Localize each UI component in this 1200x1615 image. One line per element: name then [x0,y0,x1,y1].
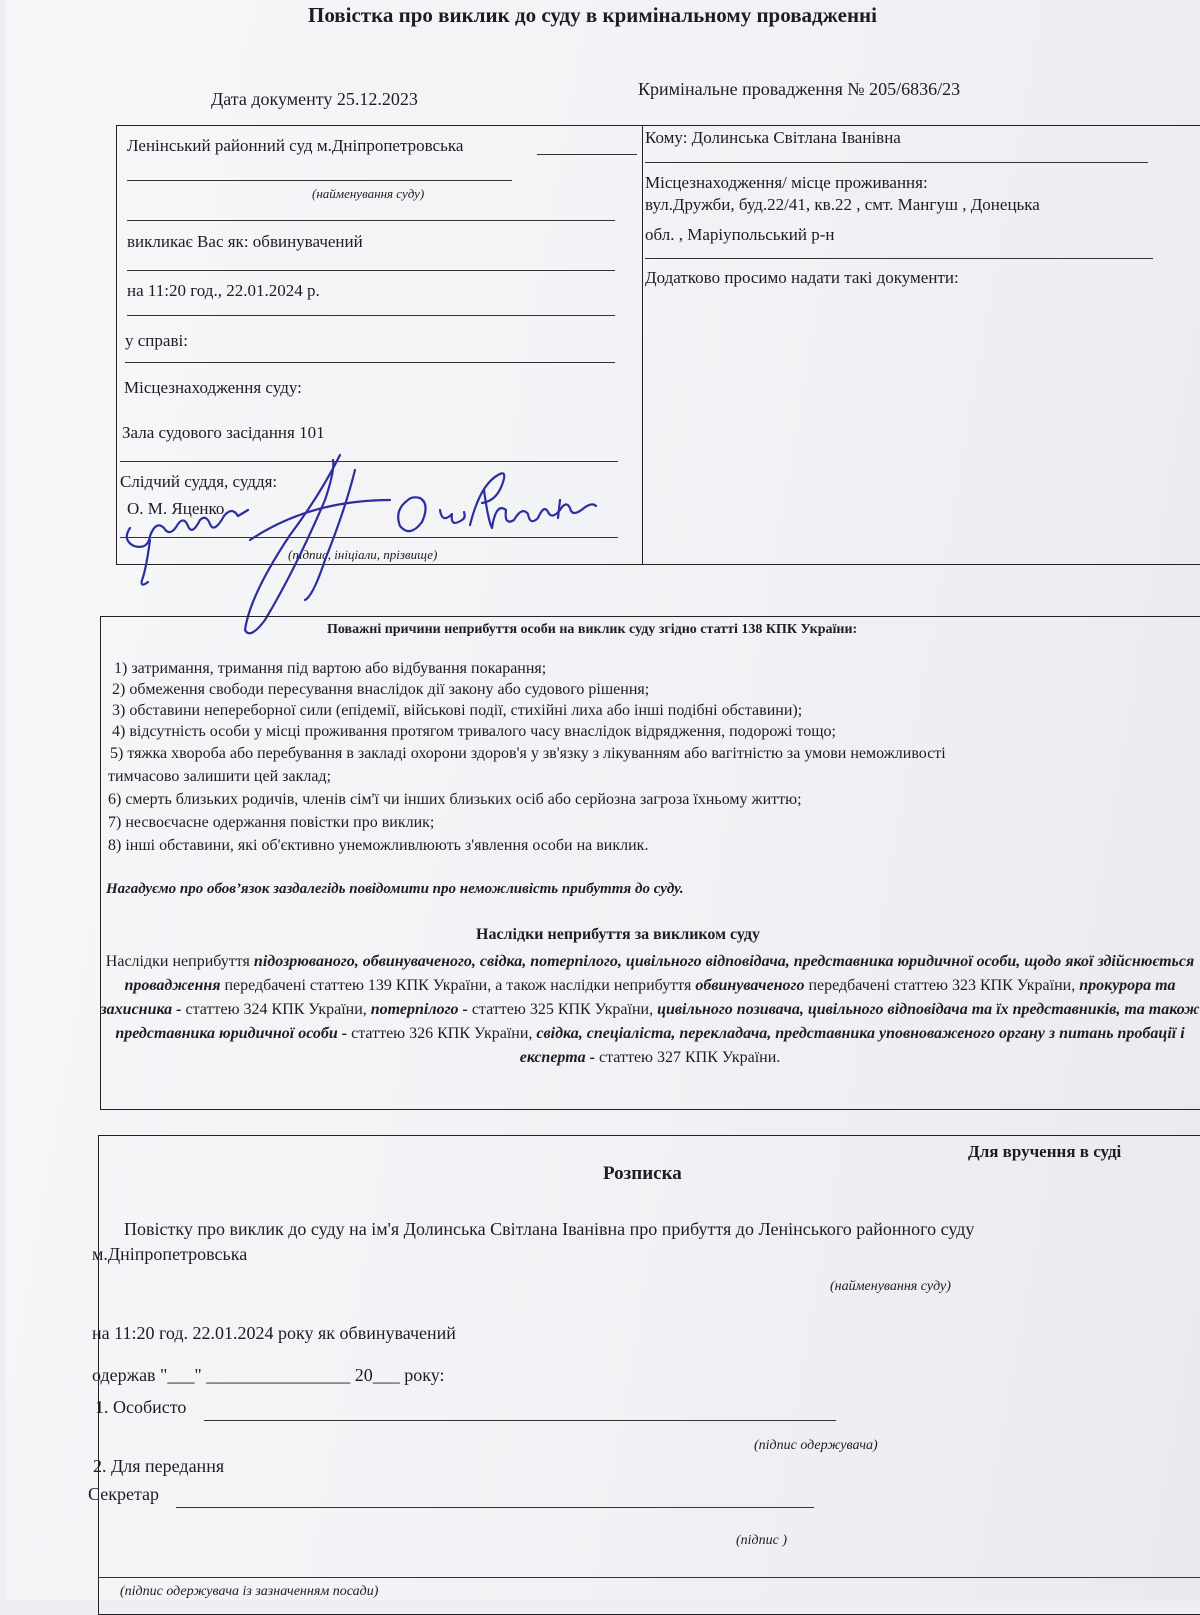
reason-item: 8) інші обставини, які об'єктивно унеможливлюють з'явлення особи на виклик. [108,837,649,854]
recipient-signature-caption: (підпис одержувача) [754,1438,878,1453]
receipt-text-line1: Повістку про виклик до суду на ім'я Долинська Світлана Іванівна про прибуття до Ленінського районного суду [124,1219,975,1239]
case-number: Кримінальне провадження № 205/6836/23 [638,79,961,99]
court-caption: (найменування суду) [312,186,425,201]
consequences-text: Наслідки неприбуття підозрюваного, обвинуваченого, свідка, потерпілого, цивільного відповідача, представника юридичної особи, щодо якої здійснюється провадження передбачені статтею 139 КПК України, а також наслідки неприбуття обвинуваченого передбачені статтею 323 КПК України, прокурора та захисника - статтею 324 КПК України, потерпілого - статтею 325 КПК України, цивільного позивача, цивільного відповідача та їх представників, та також представника юридичної особи - статтею 326 КПК України, свідка, спеціаліста, перекладача, представника уповноваженого органу з питань пробації і експерта - статтею 327 КПК України. [100,953,1200,1066]
bottom-signature-line [98,1577,1200,1578]
secretary-signature-caption: (підпис ) [736,1533,788,1548]
documents-request: Додатково просимо надати такі документи: [645,268,959,287]
receipt-court-caption: (найменування суду) [830,1279,951,1294]
signature-secretary [127,510,248,547]
summons-role: викликає Вас як: обвинувачений [127,232,363,251]
fill-line [645,258,1153,259]
in-case-label: у справі: [125,331,188,350]
court-location-label: Місцезнаходження суду: [124,378,302,397]
receipt-text-line2: м.Дніпропетровська [92,1244,248,1264]
receipt-title: Розписка [603,1163,682,1184]
reason-item: 7) несвоєчасне одержання повістки про виклик; [108,814,435,831]
court-name: Ленінський районний суд м.Дніпропетровська [127,136,464,155]
recipient-address-line2: обл. , Маріупольський р-н [645,225,835,244]
recipient-name: Кому: Долинська Світлана Іванівна [645,128,901,147]
reason-item: 4) відсутність особи у місці проживання протягом тривалого часу внаслідок відрядження, подорожі тощо; [112,723,836,740]
signature-caption: (підпис, ініціали, прізвище) [288,547,438,562]
fill-line [645,162,1148,163]
recipient-address-line1: вул.Дружби, буд.22/41, кв.22 , смт. Мангуш , Донецька [645,195,1040,214]
receipt-corner-note: Для вручення в суді [968,1142,1122,1161]
receipt-time: на 11:20 год. 22.01.2024 року як обвинувачений [92,1323,456,1343]
document-title: Повістка про виклик до суду в кримінальному провадженні [308,3,877,27]
secretary-signature-line [176,1507,814,1508]
received-date: одержав "___" ________________ 20___ року: [92,1365,445,1385]
judge-label: Слідчий суддя, суддя: [120,472,278,491]
judge-name: О. М. Яценко [127,499,225,518]
signature-handwritten-right [398,497,425,531]
handwritten-signatures [0,0,1200,640]
recipient-signature-line [204,1420,836,1421]
reminder-text: Нагадуємо про обов’язок заздалегідь повідомити про неможливість прибуття до суду. [106,881,684,897]
reason-item: 6) смерть близьких родичів, членів сім'ї чи інших близьких осіб або серйозна загроза їхньому життю; [108,791,802,808]
secretary-label: Секретар [88,1484,160,1504]
personal-delivery-label: 1. Особисто [95,1397,187,1417]
reason-item: 2) обмеження свободи пересування внаслідок дії закону або судового рішення; [112,681,650,698]
signature-judge [245,455,340,633]
reason-item: 1) затримання, тримання під вартою або відбування покарання; [114,660,547,677]
summons-time: на 11:20 год., 22.01.2024 р. [127,281,320,300]
consequences-heading: Наслідки неприбуття за викликом суду [476,926,760,943]
reason-item: 3) обставини непереборної сили (епідемії, військові події, стихійні лиха або інші подібні обставини); [112,702,803,719]
reasons-heading: Поважні причини неприбуття особи на виклик суду згідно статті 138 КПК України: [327,622,858,637]
courtroom: Зала судового засідання 101 [122,423,325,442]
reason-item: тимчасово залишити цей заклад; [108,768,332,785]
recipient-location-label: Місцезнаходження/ місце проживання: [645,173,928,192]
document-date: Дата документу 25.12.2023 [211,89,418,109]
transfer-delivery-label: 2. Для передання [93,1456,225,1476]
reason-item: 5) тяжка хвороба або перебування в закладі охорони здоров'я у зв'язку з лікуванням або вагітністю за умови неможливості [110,745,946,762]
bottom-caption: (підпис одержувача із зазначенням посади) [120,1584,379,1599]
